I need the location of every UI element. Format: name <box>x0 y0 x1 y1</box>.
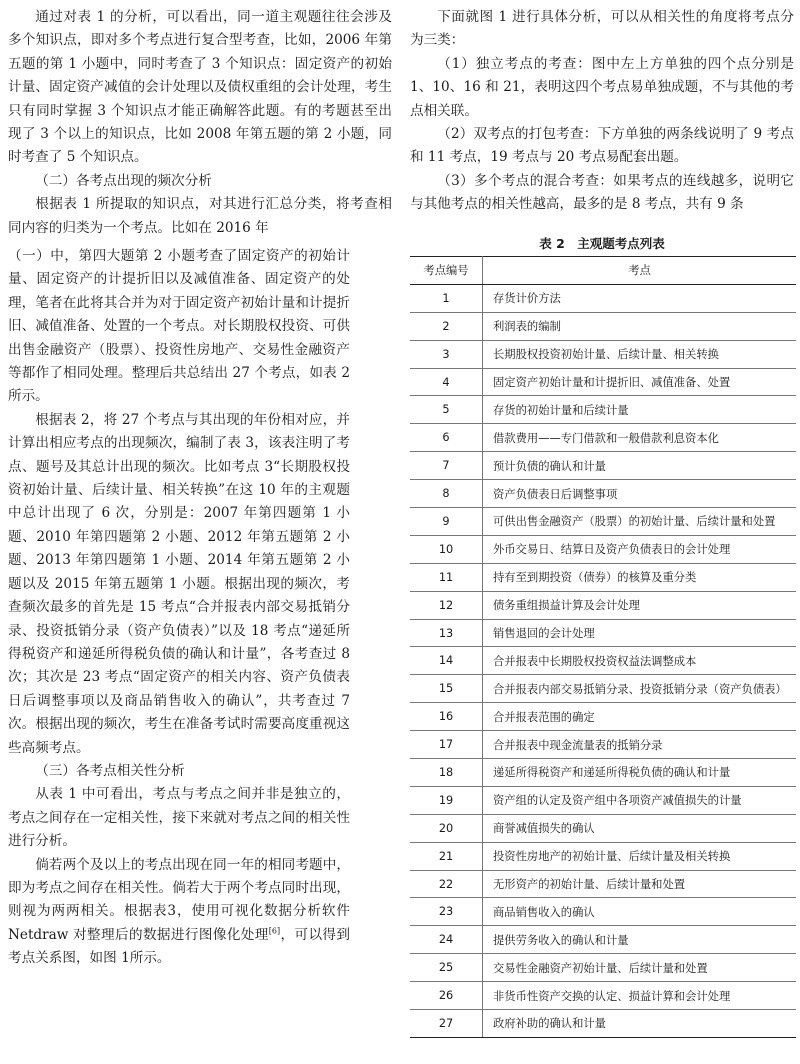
point-number: 5 <box>410 396 483 424</box>
section-heading-frequency: （二）各考点出现的频次分析 <box>35 172 212 189</box>
point-number: 14 <box>410 647 483 675</box>
table-row <box>410 759 796 787</box>
point-number: 25 <box>410 954 483 982</box>
point-description: 非货币性资产交换的认定、损益计算和会计处理 <box>483 982 797 1010</box>
paragraph-table1-analysis: 通过对表 1 的分析，可以看出，同一道主观题往往会涉及多个知识点，即对多个考点进行复合型考查，比如，2006 年第五题的第 1 小题中，同时考查了 3 个知识点：固定资产的初始计量、固定资产减值的会计处理以及债权重组的会计处理，考生只有同时掌握 3 个知识点才能正确解答此题。有的考题甚至出现了 3 个以上的知识点，比如 2008 年第五题的第 2 小题，同时考查了 5 个知识点。 <box>8 9 392 166</box>
point-number: 10 <box>410 535 483 563</box>
table-row <box>410 284 796 312</box>
point-number: 7 <box>410 452 483 480</box>
point-number: 20 <box>410 814 483 842</box>
table-row <box>410 703 796 731</box>
table-row <box>410 842 796 870</box>
point-number: 6 <box>410 424 483 452</box>
point-description: 合并报表中长期股权投资权益法调整成本 <box>483 647 797 675</box>
table-row <box>410 340 796 368</box>
point-number: 24 <box>410 926 483 954</box>
exam-points-table <box>410 256 796 1038</box>
table-row <box>410 870 796 898</box>
table-title: 表 2 主观题考点列表 <box>539 236 665 251</box>
point-description: 合并报表中现金流量表的抵销分录 <box>483 731 797 759</box>
table-row <box>410 563 796 591</box>
point-description: 商誉减值损失的确认 <box>483 814 797 842</box>
paragraph-netdraw-end: ，可以得到考点关系图，如图 1所示。 <box>8 926 351 967</box>
point-number: 8 <box>410 480 483 508</box>
table-row <box>410 480 796 508</box>
point-number: 11 <box>410 563 483 591</box>
table-row <box>410 786 796 814</box>
header-point: 考点 <box>483 257 797 285</box>
section-heading-correlation: （三）各考点相关性分析 <box>35 762 185 779</box>
table-row <box>410 368 796 396</box>
table-row <box>410 926 796 954</box>
point-number: 15 <box>410 675 483 703</box>
paragraph-independent: （1）独立考点的考查：图中左上方单独的四个点分别是 1、10、16 和 21，表明这四个考点易单独成题，不与其他的考点相关联。 <box>410 55 794 119</box>
paragraph-netdraw-text: 倘若两个及以上的考点出现在同一年的相同考题中，即为考点之间存在相关性。倘若大于两个考点同时出现，则视为两两相关。根据表3，使用可视化数据分析软件 Netdraw 对整理后的数据进行图像化处理 <box>8 856 350 943</box>
point-description: 预计负债的确认和计量 <box>483 452 797 480</box>
point-description: 商品销售收入的确认 <box>483 898 797 926</box>
paragraph-summary-cont: （一）中，第四大题第 2 小题考查了固定资产的初始计量、固定资产的计提折旧以及减值准备、固定资产的处理，笔者在此将其合并为对于固定资产初始计量和计提折旧、减值准备、处置的一个考点。对长期股权投资、可供出售金融资产（股票）、投资性房地产、交易性金融资产等都作了相同处理。整理后共总结出 27 个考点，如表 2 所示。 <box>8 248 350 405</box>
point-number: 16 <box>410 703 483 731</box>
point-number: 19 <box>410 786 483 814</box>
paragraph-figure1-intro: 下面就图 1 进行具体分析，可以从相关性的角度将考点分为三类： <box>410 9 794 49</box>
point-description: 交易性金融资产初始计量、后续计量和处置 <box>483 954 797 982</box>
table-row <box>410 731 796 759</box>
point-number: 9 <box>410 508 483 536</box>
point-number: 18 <box>410 759 483 787</box>
table-row <box>410 675 796 703</box>
point-number: 23 <box>410 898 483 926</box>
table-row <box>410 312 796 340</box>
point-description: 持有至到期投资（债券）的核算及重分类 <box>483 563 797 591</box>
point-number: 4 <box>410 368 483 396</box>
point-description: 长期股权投资初始计量、后续计量、相关转换 <box>483 340 797 368</box>
point-description: 政府补助的确认和计量 <box>483 1010 797 1038</box>
point-description: 借款费用——专门借款和一般借款利息资本化 <box>483 424 797 452</box>
table-row <box>410 647 796 675</box>
point-description: 无形资产的初始计量、后续计量和处置 <box>483 870 797 898</box>
point-description: 可供出售金融资产（股票）的初始计量、后续计量和处置 <box>483 508 797 536</box>
header-number: 考点编号 <box>410 257 483 285</box>
paragraph-netdraw <box>8 854 350 971</box>
right-column <box>410 6 794 1031</box>
point-description: 外币交易日、结算日及资产负债表日的会计处理 <box>483 535 797 563</box>
table-row <box>410 1010 796 1038</box>
table-row <box>410 898 796 926</box>
table-row <box>410 452 796 480</box>
paragraph-double: （2）双考点的打包考查：下方单独的两条线说明了 9 考点和 11 考点，19 考点与 20 考点易配套出题。 <box>410 126 794 166</box>
point-description: 债务重组损益计算及会计处理 <box>483 591 797 619</box>
table-row <box>410 508 796 536</box>
paragraph-correlation-intro: 从表 1 中可看出，考点与考点之间并非是独立的，考点之间存在一定相关性，接下来就对考点之间的相关性进行分析。 <box>8 786 350 850</box>
point-description: 存货计价方法 <box>483 284 797 312</box>
paragraph-summary-start: 根据表 1 所提取的知识点，对其进行汇总分类，将考查相同内容的归类为一个考点。比如在 2016 年 <box>8 196 392 236</box>
point-description: 资产组的认定及资产组中各项资产减值损失的计量 <box>483 786 797 814</box>
point-description: 合并报表范围的确定 <box>483 703 797 731</box>
left-narrow-block <box>8 245 350 971</box>
point-number: 17 <box>410 731 483 759</box>
point-number: 2 <box>410 312 483 340</box>
point-description: 提供劳务收入的确认和计量 <box>483 926 797 954</box>
table-row <box>410 424 796 452</box>
point-description: 销售退回的会计处理 <box>483 619 797 647</box>
table-row <box>410 954 796 982</box>
table-row <box>410 591 796 619</box>
point-number: 26 <box>410 982 483 1010</box>
point-description: 合并报表内部交易抵销分录、投资抵销分录（资产负债表） <box>483 675 797 703</box>
point-number: 12 <box>410 591 483 619</box>
point-description: 递延所得税资产和递延所得税负债的确认和计量 <box>483 759 797 787</box>
table-row <box>410 982 796 1010</box>
table-row <box>410 396 796 424</box>
table-header-row <box>410 257 796 285</box>
point-description: 投资性房地产的初始计量、后续计量及相关转换 <box>483 842 797 870</box>
paragraph-table3: 根据表 2，将 27 个考点与其出现的年份相对应，并计算出相应考点的出现频次，编制了表 3，该表注明了考点、题号及其总计出现的频次。比如考点 3“长期股权投资初始计量、后续计量、相关转换”在这 10 年的主观题中总计出现了 6 次，分别是：2007 年第四题第 1 小题、2010 年第四题第 2 小题、2012 年第五题第 2 小题、2013 年第四题第 1 小题、2014 年第五题第 2 小题以及 2015 年第五题第 1 小题。根据出现的频次，考查频次最多的首先是 15 考点“合并报表内部交易抵销分录、投资抵销分录（资产负债表）”以及 18 考点“递延所得税资产和递延所得税负债的确认和计量”，各考查过 8 次；其次是 23 考点“固定资产的相关内容、资产负债表日后调整事项以及商品销售收入的确认”，共考查过 7 次。根据出现的频次，考生在准备考试时需要高度重视这些高频考点。 <box>8 411 350 756</box>
point-number: 21 <box>410 842 483 870</box>
point-description: 存货的初始计量和后续计量 <box>483 396 797 424</box>
citation-6: [6] <box>268 926 281 936</box>
paragraph-multiple: （3）多个考点的混合考查：如果考点的连线越多，说明它与其他考点的相关性越高，最多的是 8 考点，共有 9 条 <box>410 172 794 213</box>
left-upper-block <box>8 6 392 240</box>
table-body <box>410 284 796 1037</box>
point-number: 22 <box>410 870 483 898</box>
point-description: 资产负债表日后调整事项 <box>483 480 797 508</box>
table-row <box>410 535 796 563</box>
table-row <box>410 619 796 647</box>
point-number: 3 <box>410 340 483 368</box>
point-number: 13 <box>410 619 483 647</box>
point-description: 固定资产初始计量和计提折旧、减值准备、处置 <box>483 368 797 396</box>
point-number: 27 <box>410 1010 483 1038</box>
table-row <box>410 814 796 842</box>
point-description: 利润表的编制 <box>483 312 797 340</box>
point-number: 1 <box>410 284 483 312</box>
